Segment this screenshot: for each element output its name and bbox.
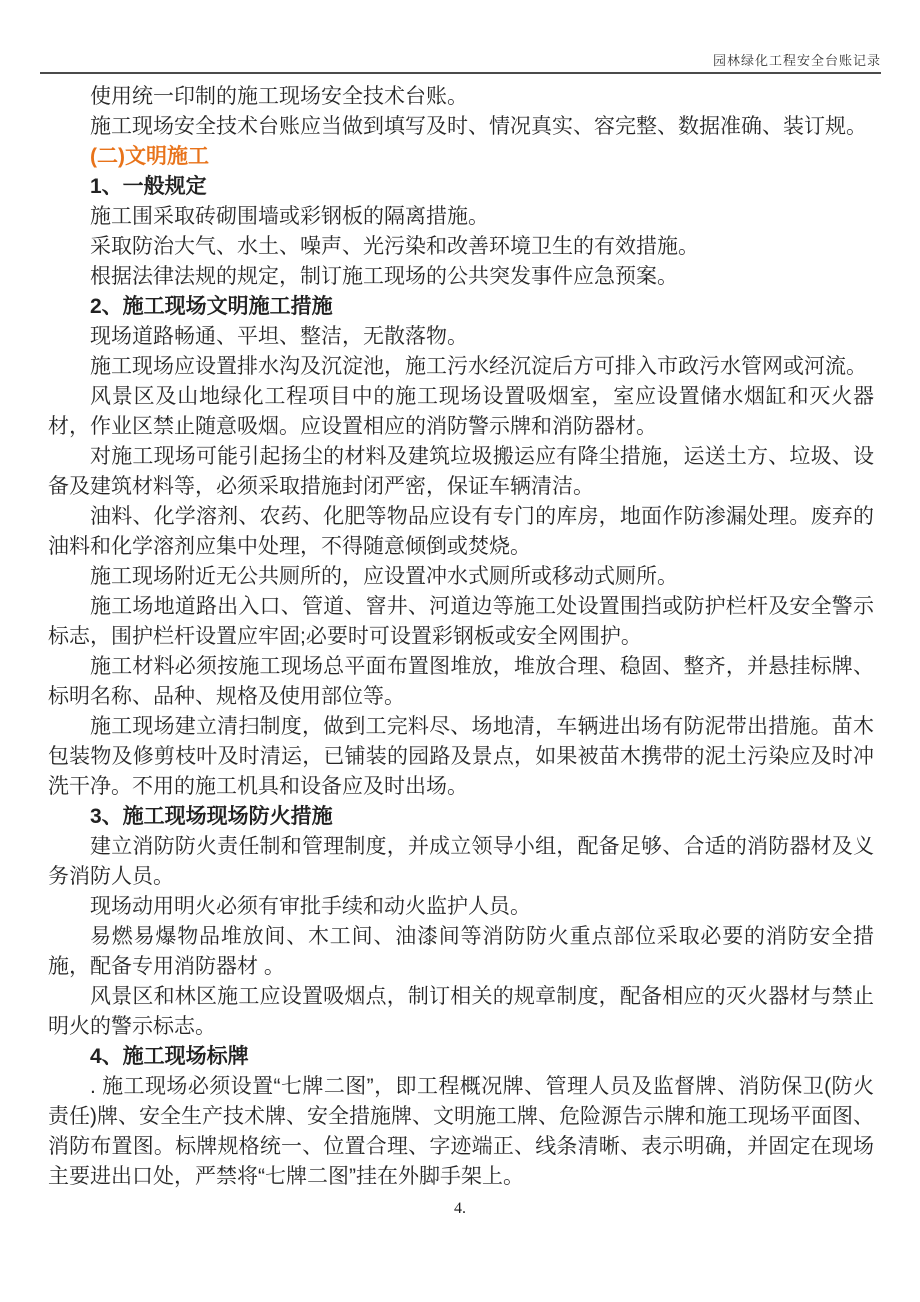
section-heading: 1、一般规定 <box>90 175 207 198</box>
paragraph: 建立消防防火责任制和管理制度，并成立领导小组，配备足够、合适的消防器材及义务消防人员。 <box>48 835 874 888</box>
section-heading: 3、施工现场现场防火措施 <box>90 805 333 828</box>
section-heading: (二)文明施工 <box>90 145 209 168</box>
paragraph: 现场动用明火必须有审批手续和动火监护人员。 <box>90 895 531 918</box>
paragraph: 施工现场应设置排水沟及沉淀池，施工污水经沉淀后方可排入市政污水管网或河流。 <box>90 355 867 378</box>
page-footer <box>0 1200 920 1218</box>
document-body <box>48 82 874 1192</box>
paragraph: 风景区及山地绿化工程项目中的施工现场设置吸烟室，室应设置储水烟缸和灭火器材，作业区禁止随意吸烟。应设置相应的消防警示牌和消防器材。 <box>48 385 874 438</box>
page-number: 4. <box>454 1200 466 1217</box>
paragraph: 使用统一印制的施工现场安全技术台账。 <box>90 85 468 108</box>
paragraph: 对施工现场可能引起扬尘的材料及建筑垃圾搬运应有降尘措施，运送土方、垃圾、设备及建筑材料等，必须采取措施封闭严密，保证车辆清洁。 <box>48 445 874 498</box>
paragraph: . 施工现场必须设置“七牌二图”，即工程概况牌、管理人员及监督牌、消防保卫(防火责任)牌、安全生产技术牌、安全措施牌、文明施工牌、危险源告示牌和施工现场平面图、消防布置图。标牌规格统一、位置合理、字迹端正、线条清晰、表示明确，并固定在现场主要进出口处，严禁将“七牌二图”挂在外脚手架上。 <box>48 1075 874 1188</box>
paragraph: 油料、化学溶剂、农药、化肥等物品应设有专门的库房，地面作防渗漏处理。废弃的油料和化学溶剂应集中处理，不得随意倾倒或焚烧。 <box>48 505 874 558</box>
paragraph: 施工材料必须按施工现场总平面布置图堆放，堆放合理、稳固、整齐，并悬挂标牌、标明名称、品种、规格及使用部位等。 <box>48 655 874 708</box>
section-heading: 2、施工现场文明施工措施 <box>90 295 333 318</box>
paragraph: 施工现场安全技术台账应当做到填写及时、情况真实、容完整、数据准确、装订规。 <box>90 115 867 138</box>
paragraph: 风景区和林区施工应设置吸烟点，制订相关的规章制度，配备相应的灭火器材与禁止明火的警示标志。 <box>48 985 874 1038</box>
paragraph: 施工现场建立清扫制度，做到工完料尽、场地清，车辆进出场有防泥带出措施。苗木包装物及修剪枝叶及时清运，已铺装的园路及景点，如果被苗木携带的泥土污染应及时冲洗干净。不用的施工机具和设备应及时出场。 <box>48 715 874 798</box>
paragraph: 现场道路畅通、平坦、整洁，无散落物。 <box>90 325 468 348</box>
paragraph: 根据法律法规的规定，制订施工现场的公共突发事件应急预案。 <box>90 265 678 288</box>
paragraph: 施工场地道路出入口、管道、窨井、河道边等施工处设置围挡或防护栏杆及安全警示标志，围护栏杆设置应牢固;必要时可设置彩钢板或安全网围护。 <box>48 595 874 648</box>
paragraph: 易燃易爆物品堆放间、木工间、油漆间等消防防火重点部位采取必要的消防安全措施，配备专用消防器材 。 <box>48 925 874 978</box>
header-title: 园林绿化工程安全台账记录 <box>712 53 881 68</box>
paragraph: 施工现场附近无公共厕所的，应设置冲水式厕所或移动式厕所。 <box>90 565 678 588</box>
paragraph: 采取防治大气、水土、噪声、光污染和改善环境卫生的有效措施。 <box>90 235 699 258</box>
paragraph: 施工围采取砖砌围墙或彩钢板的隔离措施。 <box>90 205 489 228</box>
page-header <box>40 50 881 74</box>
section-heading: 4、施工现场标牌 <box>90 1045 249 1068</box>
